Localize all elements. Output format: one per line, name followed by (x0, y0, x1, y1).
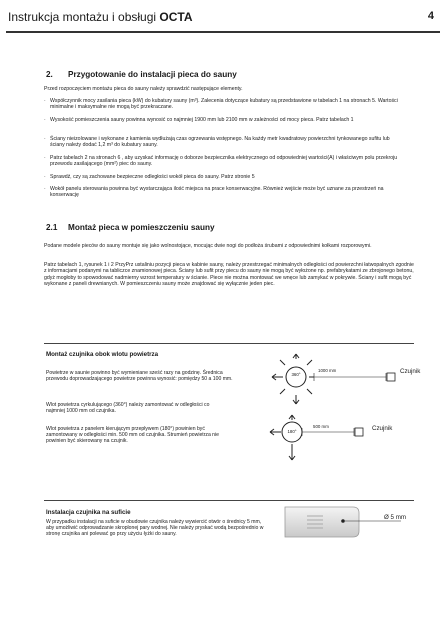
bullet-item: · Ściany nieizolowane i wykonane z kamienia wydłużają czas ogrzewania wstępnego. Na każdy metr kwadratowy powierzchni tynkowanego sufitu lub ściany należy dodać 1,2 m³ do kubatury sauny. (44, 136, 390, 149)
section-number: 2. (46, 70, 53, 79)
section-21-heading (46, 223, 215, 232)
bullet-item: · Wysokość pomieszczenia sauny powinna wynosić co najmniej 1900 mm lub 2100 mm w zależności od mocy pieca. Patrz tabelach 1 (44, 117, 354, 123)
section-number: 2.1 (46, 223, 58, 232)
section-title: Montaż pieca w pomieszczeniu sauny (68, 223, 215, 232)
section-divider (44, 343, 414, 344)
bullet-item: · Współczynnik mocy zasilania pieca (kW) do kubatury sauny (m³). Zalecenia dotyczące kubatury są przedstawione w tabelach 1 na stronach 5. Wartości minimalne i maksymalne nie mogą być przekraczane. (44, 98, 398, 111)
bullet-text: Wysokość pomieszczenia sauny powinna wynosić co najmniej 1900 mm lub 2100 mm w zależności od mocy pieca. Patrz tabelach 1 (50, 117, 354, 123)
sensor-air-paragraph: Powietrze w saunie powinno być wymieniane sześć razy na godzinę. Średnica przewodu doprowadzającego powietrze powinna wynosić: pomiędzy 50 a 100 mm. (46, 370, 233, 383)
section-title: Przygotowanie do instalacji pieca do sauny (68, 70, 237, 79)
product-name: OCTA (159, 10, 193, 24)
bullet-text: Ściany nieizolowane i wykonane z kamienia wydłużają czas ogrzewania wstępnego. Na każdy metr kwadratowy powierzchni tynkowanego sufitu lub ściany należy dodać 1,2 m³ do kubatury sauny. (50, 136, 390, 149)
air-inlet-360-diagram (268, 352, 421, 412)
section-divider (44, 500, 414, 501)
distance-1000-label: 1000 mm (318, 368, 337, 373)
sensor-air-paragraph: Wlot powietrza cyrkulującego (360°) należy zamontować w odległości co najmniej 1000 mm od czujnika. (46, 402, 210, 415)
ceiling-sensor-illustration (283, 503, 403, 539)
angle-180-label: 180° (287, 429, 297, 434)
section-21-paragraph: Podane modele pieców do sauny montuje się jako wolnostojące, mocując dwie nogi do podłoża śrubami z odpowiednimi kołkami rozporowymi. (44, 243, 372, 249)
page-number: 4 (427, 10, 434, 22)
bullet-text: Patrz tabelach 2 na stronach 6 , aby uzyskać informację o doborze bezpiecznika elektrycznego od odpowiedniej wartości(A) i właściwym polu przekroju przewodu zasilającego (mm²) piec do sauny. (50, 155, 398, 168)
bullet-text: Wokół panelu sterowania powinna być wystarczająca ilość miejsca na prace konserwacyjne. Również wejście może być uznane za przestrzeń na konserwację (50, 186, 384, 199)
bullet-item: · Patrz tabelach 2 na stronach 6 , aby uzyskać informację o doborze bezpiecznika elektrycznego od odpowiedniej wartości(A) i właściwym polu przekroju przewodu zasilającego (mm²) piec do sauny. (44, 155, 398, 168)
sensor-air-heading: Montaż czujnika obok wlotu powietrza (46, 351, 159, 358)
sensor-label: Czujnik (400, 368, 421, 375)
sensor-ceiling-paragraph: W przypadku instalacji na suficie w obudowie czujnika należy wywiercić otwór o średnicy 5 mm, aby umożliwić odprowadzanie skroplonej pary wodnej. Nie należy pryskać wodą bezpośrednio w stronę czujnika ani polewać go przy użyciu łyżki do sauny. (46, 519, 264, 538)
bullet-text: Współczynnik mocy zasilania pieca (kW) do kubatury sauny (m³). Zalecenia dotyczące kubatury są przedstawione w tabelach 1 na stronach 5. Wartości minimalne i maksymalne nie mogą być przekraczane. (50, 98, 398, 111)
section-2-heading (46, 70, 237, 79)
section-2-intro: Przed rozpoczęciem montażu pieca do sauny należy sprawdzić następujące elementy. (44, 86, 243, 92)
bullet-text: Sprawdź, czy są zachowane bezpieczne odległości wokół pieca do sauny. Patrz stronie 5 (50, 174, 255, 180)
sensor-air-paragraph: Wlot powietrza z panelem kierującym przepływem (180°) powinien być zamontowany w odległości min. 500 mm od czujnika. Strumień powietrza nie powinien być skierowany na czujnik. (46, 426, 219, 445)
section-21-paragraph: Patrz tabelach 1, rysunek 1 i 2 PrzyPrz ustaliniu pozycji pieca w kabinie sauny, należy przestrzegać minimalnych odległości od powierzchni łatwopalnych zgodnie z informacjami podanymi na tabliczce znamionowej pieca. Ściany lub sufit przy piecu do sauny nie mogą być wyłożone np. prefabrykatami ze zbrojonego betonu, gdyż mogłoby to spowodować nadmierny wzrost temperatury w ścianie. Piece nie można montować we wnęce lub zamykać w pokrywie. Ściany i sufit mogą być wykonane z paneli drewnianych. W pomieszczeniu sauny może znajdować się wyłącznie jeden piec. (44, 262, 414, 287)
hole-diameter-label: Ø 5 mm (384, 514, 407, 521)
sensor-ceiling-heading: Instalacja czujnika na suficie (46, 509, 131, 516)
title-prefix: Instrukcja montażu i obsługi (8, 10, 157, 24)
bullet-item: · Sprawdź, czy są zachowane bezpieczne odległości wokół pieca do sauny. Patrz stronie 5 (44, 174, 255, 180)
sensor-box (355, 428, 363, 436)
header-divider (6, 31, 440, 33)
bullet-item: · Wokół panelu sterowania powinna być wystarczająca ilość miejsca na prace konserwacyjne. Również wejście może być uznane za przestrzeń na konserwację (44, 186, 384, 199)
sensor-box (387, 373, 395, 381)
sensor-label: Czujnik (372, 425, 393, 432)
angle-360-label: 360° (291, 372, 301, 377)
document-title (8, 10, 193, 24)
air-inlet-180-diagram (268, 414, 418, 466)
distance-500-label: 500 mm (313, 424, 329, 429)
